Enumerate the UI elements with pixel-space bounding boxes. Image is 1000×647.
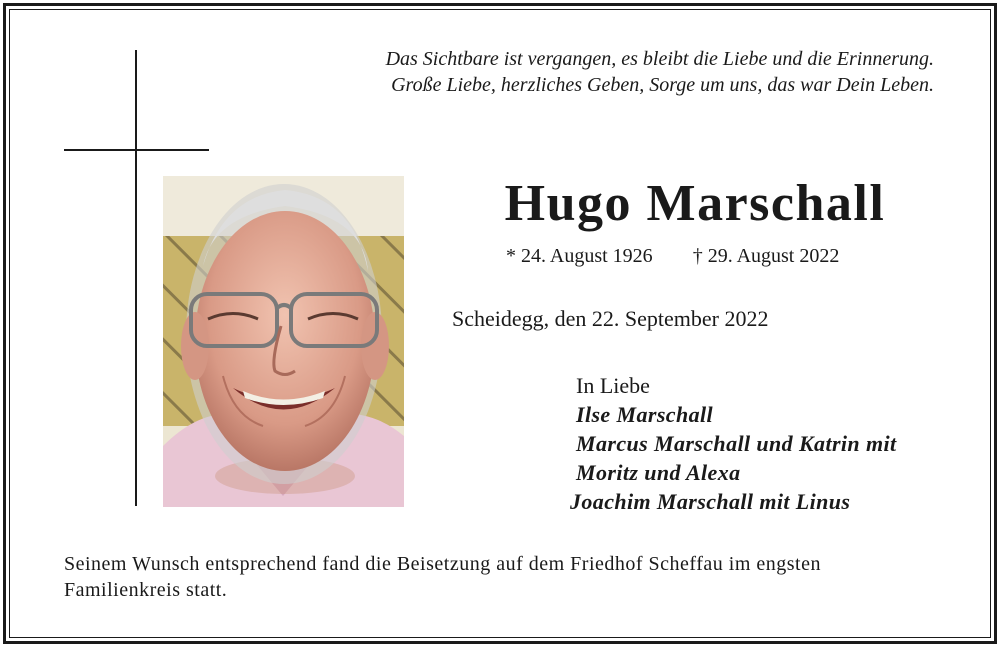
death-date: 29. August 2022: [707, 245, 840, 267]
deceased-name: Hugo Marschall: [504, 175, 886, 232]
birth-symbol: *: [506, 245, 516, 267]
cross-horizontal-bar: [64, 149, 209, 151]
mourner-name: Joachim Marschall mit Linus: [570, 489, 851, 514]
funeral-notice-line-2: Familienkreis statt.: [64, 579, 228, 601]
motto-line-1: Das Sichtbare ist vergangen, es bleibt die Liebe und die Erinnerung.: [385, 48, 934, 70]
mourner-name: Marcus Marschall und Katrin mit: [576, 431, 897, 456]
portrait-illustration: [163, 176, 404, 507]
funeral-notice: [64, 551, 944, 603]
portrait-photo: [163, 176, 404, 507]
funeral-notice-line-1: Seinem Wunsch entsprechend fand die Beisetzung auf dem Friedhof Scheffau im engsten: [64, 553, 821, 575]
death-symbol: †: [692, 245, 703, 267]
birth-date: 24. August 1926: [521, 245, 653, 267]
motto-line-2: Große Liebe, herzliches Geben, Sorge um uns, das war Dein Leben.: [391, 74, 934, 96]
mourners-intro: In Liebe: [576, 373, 650, 398]
mourner-name: Ilse Marschall: [576, 402, 714, 427]
place-and-date: Scheidegg, den 22. September 2022: [452, 306, 769, 331]
cross-vertical-bar: [135, 50, 137, 506]
life-dates: [506, 243, 839, 269]
motto-quote: [386, 46, 934, 98]
mourners-list: [570, 371, 897, 516]
mourner-name: Moritz und Alexa: [576, 460, 741, 485]
